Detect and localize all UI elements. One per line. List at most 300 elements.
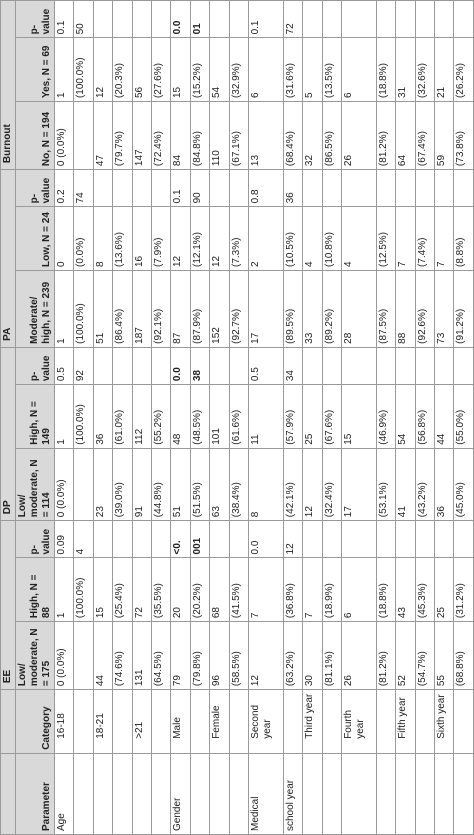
value-cell: (91.2%) (454, 271, 474, 348)
value-cell (113, 521, 132, 558)
value-cell: (31.6%) (283, 38, 302, 102)
header-pa-low: Low, N = 24 (16, 207, 55, 271)
value-cell (376, 170, 395, 207)
header-ee-p: p- value (16, 521, 55, 558)
value-cell (435, 1, 454, 38)
value-cell (322, 170, 341, 207)
category-cell: Fifth year (396, 690, 415, 754)
category-cell: Sixth year (435, 690, 454, 754)
value-cell: 6 (341, 38, 376, 102)
category-cell: Fourth year (341, 690, 376, 754)
value-cell: 12 (303, 448, 322, 520)
value-cell: (64.5%) (151, 622, 170, 690)
value-cell: 0.5 (55, 347, 74, 384)
value-cell: (27.6%) (151, 38, 170, 102)
value-cell: (38.4%) (229, 448, 248, 520)
category-cell: Third year (303, 690, 322, 754)
value-cell: (63.2%) (283, 622, 302, 690)
value-cell: 63 (210, 448, 229, 520)
value-cell: 72 (132, 558, 151, 622)
category-cell (415, 690, 434, 754)
value-cell: (67.6%) (322, 385, 341, 449)
table-row (454, 1, 474, 835)
value-cell (132, 347, 151, 384)
value-cell (454, 521, 474, 558)
value-cell: 0 (0.0%) (55, 622, 74, 690)
parameter-cell (376, 753, 395, 834)
value-cell: 7 (248, 558, 283, 622)
value-cell: 7 (303, 558, 322, 622)
value-cell (113, 1, 132, 38)
category-cell (454, 690, 474, 754)
value-cell: (13.5%) (322, 38, 341, 102)
value-cell: 50 (74, 1, 93, 38)
value-cell (210, 170, 229, 207)
category-cell (151, 690, 170, 754)
value-cell: (58.5%) (229, 622, 248, 690)
value-cell: 73 (435, 271, 454, 348)
value-cell (396, 170, 415, 207)
parameter-cell (415, 753, 434, 834)
value-cell: (7.9%) (151, 207, 170, 271)
value-cell (415, 1, 434, 38)
category-cell (229, 690, 248, 754)
value-cell: (20.2%) (190, 558, 209, 622)
value-cell: (81.1%) (322, 622, 341, 690)
category-cell (376, 690, 395, 754)
value-cell (303, 347, 322, 384)
value-cell: 0.1 (171, 170, 190, 207)
value-cell: 59 (435, 102, 454, 170)
value-cell: 47 (93, 102, 112, 170)
value-cell: (55.0%) (454, 385, 474, 449)
value-cell: 30 (303, 622, 322, 690)
value-cell: 91 (132, 448, 151, 520)
value-cell: 112 (132, 385, 151, 449)
value-cell (74, 102, 93, 170)
parameter-cell: Gender (171, 753, 190, 834)
value-cell (113, 170, 132, 207)
value-cell: 15 (171, 38, 190, 102)
value-cell: 7 (396, 207, 415, 271)
value-cell: 0.1 (248, 1, 283, 38)
value-cell: 1 (55, 271, 74, 348)
value-cell: (32.6%) (415, 38, 434, 102)
value-cell: 36 (283, 170, 302, 207)
value-cell: (92.1%) (151, 271, 170, 348)
parameter-cell (435, 753, 454, 834)
value-cell: 64 (396, 102, 415, 170)
value-cell: 90 (190, 170, 209, 207)
value-cell: 36 (435, 448, 454, 520)
value-cell: 17 (341, 448, 376, 520)
value-cell: 187 (132, 271, 151, 348)
value-cell: 20 (171, 558, 190, 622)
value-cell: (100.0%) (74, 38, 93, 102)
table-row (171, 1, 190, 835)
value-cell: 5 (303, 38, 322, 102)
value-cell: 16 (132, 207, 151, 271)
value-cell: (79.8%) (190, 622, 209, 690)
value-cell (454, 347, 474, 384)
value-cell: (18.8%) (376, 558, 395, 622)
value-cell: (41.5%) (229, 558, 248, 622)
header-pa-mod: Moderate/ high, N = 239 (16, 271, 55, 348)
value-cell: 101 (210, 385, 229, 449)
value-cell: (12.5%) (376, 207, 395, 271)
value-cell: (87.5%) (376, 271, 395, 348)
value-cell: (89.5%) (283, 271, 302, 348)
value-cell (341, 521, 376, 558)
value-cell: 0 (0.0%) (55, 102, 74, 170)
value-cell: 15 (93, 558, 112, 622)
value-cell: 68 (210, 558, 229, 622)
header-sub-row (16, 1, 55, 835)
value-cell: 12 (210, 207, 229, 271)
parameter-cell: Medical (248, 753, 283, 834)
table-row (113, 1, 132, 835)
parameter-cell (322, 753, 341, 834)
value-cell (132, 521, 151, 558)
value-cell: 44 (435, 385, 454, 449)
value-cell: (92.6%) (415, 271, 434, 348)
table-row (74, 1, 93, 835)
value-cell: (26.2%) (454, 38, 474, 102)
value-cell (93, 347, 112, 384)
value-cell: (8.8%) (454, 207, 474, 271)
value-cell (341, 347, 376, 384)
value-cell: (56.8%) (415, 385, 434, 449)
value-cell: 21 (435, 38, 454, 102)
value-cell: (86.5%) (322, 102, 341, 170)
parameter-cell (132, 753, 151, 834)
value-cell (93, 170, 112, 207)
value-cell: (100.0%) (74, 558, 93, 622)
value-cell: (55.2%) (151, 385, 170, 449)
value-cell: 01 (190, 1, 209, 38)
value-cell: 4 (303, 207, 322, 271)
category-cell (113, 690, 132, 754)
value-cell (396, 521, 415, 558)
table-row (190, 1, 209, 835)
value-cell: (100.0%) (74, 271, 93, 348)
value-cell: (31.2%) (454, 558, 474, 622)
value-cell: (18.9%) (322, 558, 341, 622)
value-cell (210, 1, 229, 38)
value-cell: 28 (341, 271, 376, 348)
value-cell: (92.7%) (229, 271, 248, 348)
parameter-cell: school year (283, 753, 302, 834)
value-cell: 51 (93, 271, 112, 348)
value-cell (396, 1, 415, 38)
value-cell: 48 (171, 385, 190, 449)
value-cell (151, 347, 170, 384)
value-cell: (12.1%) (190, 207, 209, 271)
parameter-cell: Age (55, 753, 74, 834)
value-cell: (81.2%) (376, 102, 395, 170)
value-cell: 6 (248, 38, 283, 102)
header-blank-2 (1, 690, 16, 754)
parameter-cell (454, 753, 474, 834)
value-cell: 0 (55, 207, 74, 271)
value-cell: (48.5%) (190, 385, 209, 449)
value-cell: (86.4%) (113, 271, 132, 348)
table-row (396, 1, 415, 835)
value-cell (303, 170, 322, 207)
value-cell: 0 (0.0%) (55, 448, 74, 520)
value-cell: 96 (210, 622, 229, 690)
header-ee-high: High, N = 88 (16, 558, 55, 622)
value-cell: (54.7%) (415, 622, 434, 690)
header-dp-low: Low/ moderate, N = 114 (16, 448, 55, 520)
value-cell: 41 (396, 448, 415, 520)
value-cell (322, 521, 341, 558)
category-cell: >21 (132, 690, 151, 754)
value-cell: 56 (132, 38, 151, 102)
header-burnout-p: p- value (16, 1, 55, 38)
value-cell: 110 (210, 102, 229, 170)
value-cell: 7 (435, 207, 454, 271)
category-cell (283, 690, 302, 754)
table-row (283, 1, 302, 835)
value-cell (454, 1, 474, 38)
value-cell: 13 (248, 102, 283, 170)
parameter-cell (93, 753, 112, 834)
header-dp-p: p- value (16, 347, 55, 384)
header-ee: EE (1, 521, 16, 690)
value-cell (376, 347, 395, 384)
value-cell (74, 448, 93, 520)
value-cell: (20.3%) (113, 38, 132, 102)
category-cell: 16-18 (55, 690, 74, 754)
value-cell: 8 (248, 448, 283, 520)
value-cell: 0.5 (248, 347, 283, 384)
value-cell: 152 (210, 271, 229, 348)
value-cell: (45.3%) (415, 558, 434, 622)
value-cell: 1 (55, 558, 74, 622)
value-cell: 43 (396, 558, 415, 622)
header-dp: DP (1, 347, 16, 520)
value-cell: (42.1%) (283, 448, 302, 520)
header-ee-low: Low/ moderate, N = 175 (16, 622, 55, 690)
value-cell: 8 (93, 207, 112, 271)
value-cell: (32.4%) (322, 448, 341, 520)
value-cell: (45.0%) (454, 448, 474, 520)
value-cell (322, 1, 341, 38)
value-cell (435, 521, 454, 558)
value-cell (210, 347, 229, 384)
value-cell (151, 170, 170, 207)
value-cell: (51.5%) (190, 448, 209, 520)
table-row (322, 1, 341, 835)
value-cell (229, 521, 248, 558)
header-burnout: Burnout (1, 1, 16, 170)
value-cell: 147 (132, 102, 151, 170)
value-cell: 72 (283, 1, 302, 38)
value-cell: (36.8%) (283, 558, 302, 622)
value-cell: (57.9%) (283, 385, 302, 449)
category-cell: Second year (248, 690, 283, 754)
value-cell: 54 (396, 385, 415, 449)
value-cell: (68.8%) (454, 622, 474, 690)
value-cell: 25 (303, 385, 322, 449)
value-cell: (100.0%) (74, 385, 93, 449)
value-cell (303, 1, 322, 38)
value-cell: 44 (93, 622, 112, 690)
parameter-cell (74, 753, 93, 834)
value-cell (74, 622, 93, 690)
table-row (210, 1, 229, 835)
value-cell (435, 347, 454, 384)
parameter-cell (151, 753, 170, 834)
value-cell: 54 (210, 38, 229, 102)
table-row (248, 1, 283, 835)
value-cell: (74.6%) (113, 622, 132, 690)
header-category: Category (16, 690, 55, 754)
value-cell (229, 170, 248, 207)
value-cell: (68.4%) (283, 102, 302, 170)
table-row (376, 1, 395, 835)
header-pa: PA (1, 170, 16, 348)
category-cell: Female (210, 690, 229, 754)
parameter-cell (396, 753, 415, 834)
value-cell: (79.7%) (113, 102, 132, 170)
value-cell: 15 (341, 385, 376, 449)
value-cell: (0.0%) (74, 207, 93, 271)
value-cell: 87 (171, 271, 190, 348)
value-cell (415, 347, 434, 384)
table-body (55, 1, 474, 835)
value-cell: 0.2 (55, 170, 74, 207)
table-row (341, 1, 376, 835)
value-cell: (15.2%) (190, 38, 209, 102)
value-cell (210, 521, 229, 558)
category-cell (190, 690, 209, 754)
value-cell: 11 (248, 385, 283, 449)
value-cell: (67.4%) (415, 102, 434, 170)
table-row (55, 1, 74, 835)
value-cell (132, 170, 151, 207)
value-cell: 23 (93, 448, 112, 520)
value-cell (396, 347, 415, 384)
value-cell: 2 (248, 207, 283, 271)
value-cell (229, 1, 248, 38)
value-cell: 1 (55, 38, 74, 102)
value-cell (341, 1, 376, 38)
value-cell (322, 347, 341, 384)
value-cell: 0.1 (55, 1, 74, 38)
value-cell: 12 (171, 207, 190, 271)
value-cell: 17 (248, 271, 283, 348)
value-cell: 0.0 (248, 521, 283, 558)
value-cell: 12 (283, 521, 302, 558)
value-cell: 88 (396, 271, 415, 348)
value-cell: 52 (396, 622, 415, 690)
value-cell (151, 1, 170, 38)
value-cell: (10.8%) (322, 207, 341, 271)
value-cell: (35.5%) (151, 558, 170, 622)
value-cell (93, 1, 112, 38)
value-cell: (10.5%) (283, 207, 302, 271)
value-cell: 4 (341, 207, 376, 271)
value-cell: 92 (74, 347, 93, 384)
parameter-cell (113, 753, 132, 834)
category-cell: Male (171, 690, 190, 754)
value-cell: (44.8%) (151, 448, 170, 520)
header-parameter: Parameter (16, 753, 55, 834)
value-cell: (67.1%) (229, 102, 248, 170)
header-group-row (1, 1, 16, 835)
value-cell: 131 (132, 622, 151, 690)
table-row (132, 1, 151, 835)
value-cell: 38 (190, 347, 209, 384)
parameter-cell (210, 753, 229, 834)
category-cell: 18-21 (93, 690, 112, 754)
value-cell (454, 170, 474, 207)
value-cell: 4 (74, 521, 93, 558)
value-cell: 51 (171, 448, 190, 520)
value-cell: (13.6%) (113, 207, 132, 271)
value-cell: 001 (190, 521, 209, 558)
value-cell: 0.09 (55, 521, 74, 558)
value-cell: (73.8%) (454, 102, 474, 170)
value-cell: 12 (248, 622, 283, 690)
value-cell: 79 (171, 622, 190, 690)
parameter-cell (190, 753, 209, 834)
value-cell (435, 170, 454, 207)
value-cell: 74 (74, 170, 93, 207)
value-cell: (53.1%) (376, 448, 395, 520)
table-row (303, 1, 322, 835)
value-cell (151, 521, 170, 558)
value-cell: 55 (435, 622, 454, 690)
value-cell: 33 (303, 271, 322, 348)
value-cell (132, 1, 151, 38)
value-cell: (7.4%) (415, 207, 434, 271)
value-cell (303, 521, 322, 558)
table-row (229, 1, 248, 835)
category-cell (74, 690, 93, 754)
value-cell: 26 (341, 622, 376, 690)
header-pa-p: p- value (16, 170, 55, 207)
value-cell: (18.8%) (376, 38, 395, 102)
value-cell (113, 347, 132, 384)
table-row (435, 1, 454, 835)
value-cell (229, 347, 248, 384)
value-cell: 31 (396, 38, 415, 102)
table-row (93, 1, 112, 835)
value-cell: (39.0%) (113, 448, 132, 520)
value-cell (376, 1, 395, 38)
category-cell (322, 690, 341, 754)
header-blank-1 (1, 753, 16, 834)
value-cell: (46.9%) (376, 385, 395, 449)
value-cell: <0. (171, 521, 190, 558)
value-cell (415, 170, 434, 207)
value-cell: 6 (341, 558, 376, 622)
value-cell (93, 521, 112, 558)
value-cell: (25.4%) (113, 558, 132, 622)
value-cell: (43.2%) (415, 448, 434, 520)
header-burnout-yes: Yes, N = 69 (16, 38, 55, 102)
value-cell: 26 (341, 102, 376, 170)
value-cell: (87.9%) (190, 271, 209, 348)
header-dp-high: High, N = 149 (16, 385, 55, 449)
value-cell: 0.8 (248, 170, 283, 207)
parameter-cell (341, 753, 376, 834)
value-cell: 32 (303, 102, 322, 170)
value-cell: 1 (55, 385, 74, 449)
